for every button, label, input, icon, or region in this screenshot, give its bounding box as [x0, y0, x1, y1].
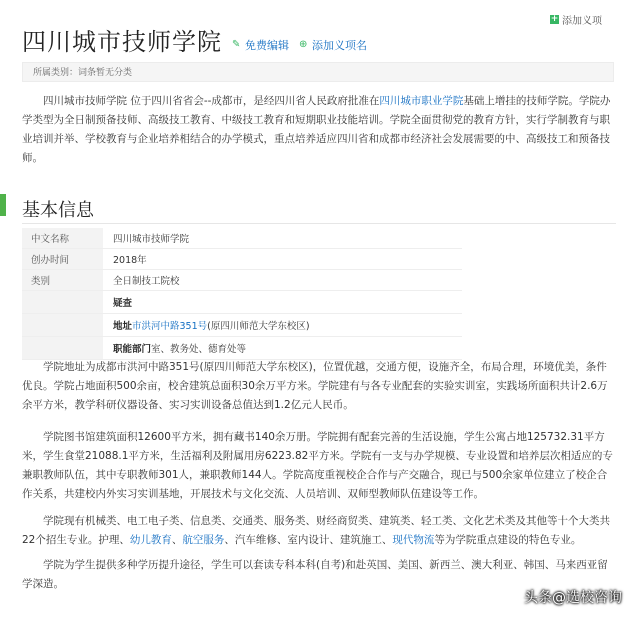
intro-link[interactable]: 四川城市职业学院	[379, 95, 464, 107]
dept-rest: 室、教务处、德育处等	[151, 344, 247, 355]
address-paragraph: 学院地址为成都市洪河中路351号(原四川师范大学东校区)，位置优越，交通方便，设施齐全，布局合理，环境优美，条件优良。学院占地面积500余亩，校舍建筑总面积30余万平方米。学院建有与各专业配套的实验实训室，实践场所面积共计2.6万余平方米，教学科研仪器设备、实习实训设备总值达到1.2亿元人民币。	[22, 361, 608, 411]
add-entry-link[interactable]	[550, 12, 602, 27]
table-row	[22, 314, 462, 337]
info-key-empty	[22, 314, 103, 337]
address-label: 地址	[113, 321, 133, 332]
pencil-icon: ✎	[232, 39, 241, 50]
intro-text-1: 四川城市技师学院 位于四川省省会--成都市，是经四川省人民政府批准在	[43, 95, 380, 107]
category-bar: 所属类别：词条暂无分类	[22, 62, 614, 82]
table-row	[22, 291, 462, 314]
section-title: 基本信息	[22, 200, 94, 221]
table-row	[22, 228, 462, 249]
info-key-empty	[22, 337, 103, 360]
info-value-extra: 疑查	[103, 291, 462, 314]
add-entry-label: 添加义项	[562, 16, 602, 27]
link-preschool[interactable]: 幼儿教育	[129, 534, 172, 546]
link-aviation[interactable]: 航空服务	[182, 534, 225, 546]
add-name-label: 添加义项名	[312, 39, 367, 52]
table-row	[22, 249, 462, 270]
majors-text-a: 学院现有机械类、电工电子类、信息类、交通类、服务类、财经商贸类、建筑类、轻工类、文化艺术类及其他等十个大类共22个招生专业。护理、	[22, 515, 610, 546]
majors-paragraph	[22, 512, 616, 550]
majors-sep: 、	[171, 534, 183, 546]
intro-text-2: 基础上增挂的技师学院。学院办学类型为全日制预备技师、高级技工教育、中级技工教育和短期职业技能培训。学院全面贯彻党的教育方针，实行学制教育与职业培训并举、学校教育与企业培养相结合的办学模式，重点培养适应四川省和成都市经济社会发展需要的中、高级技工和预备技师。	[22, 95, 611, 164]
section-divider	[22, 223, 616, 224]
table-row	[22, 270, 462, 291]
info-value: 四川城市技师学院	[103, 228, 462, 249]
majors-text-c: 等为学院重点建设的特色专业。	[434, 534, 582, 546]
free-edit-label: 免费编辑	[245, 39, 289, 52]
address-rest: (原四川师范大学东校区)	[207, 321, 310, 332]
info-table	[22, 228, 462, 360]
info-key: 中文名称	[22, 228, 103, 249]
table-row	[22, 337, 462, 360]
section-accent-bar	[0, 194, 6, 216]
add-circle-icon: ⊕	[299, 39, 308, 50]
library-paragraph: 学院图书馆建筑面积12600平方米，拥有藏书140余万册。学院拥有配套完善的生活设施，学生公寓占地125732.31平方米，学生食堂21088.1平方米，生活福利及附属用房6223.82平方米。学院有一支与办学规模、专业设置和培养层次相适应的专兼职教师队伍，其中专职教师301人，兼职教师144人。学院高度重视校企合作与产交融合，现已与500余家单位建立了校企合作关系，共建校内外实习实训基地，开展技术与文化交流、人员培训、双师型教师队伍建设等工作。	[22, 431, 613, 500]
info-key: 类别	[22, 270, 103, 291]
page-title: 四川城市技师学院	[22, 28, 222, 56]
link-logistics[interactable]: 现代物流	[392, 534, 435, 546]
info-key: 创办时间	[22, 249, 103, 270]
info-dept	[103, 337, 462, 360]
address-link[interactable]: 市洪河中路351号	[132, 321, 208, 332]
majors-text-b: 、汽车维修、室内设计、建筑施工、	[224, 534, 393, 546]
dept-label: 职能部门	[113, 344, 152, 355]
watermark: 头条@选校咨询	[524, 590, 622, 606]
plus-icon: +	[550, 14, 559, 24]
add-name-button[interactable]	[299, 37, 367, 57]
info-key-empty	[22, 291, 103, 314]
info-value: 全日制技工院校	[103, 270, 462, 291]
study-paragraph: 学院为学生提供多种学历提升途径，学生可以套读专科本科(自考)和赴英国、美国、新西兰、澳大利亚、韩国、马来西亚留学深造。	[22, 559, 608, 590]
info-address	[103, 314, 462, 337]
header	[22, 22, 367, 57]
free-edit-button[interactable]	[232, 37, 289, 57]
info-value: 2018年	[103, 249, 462, 270]
intro-paragraph	[22, 92, 616, 168]
